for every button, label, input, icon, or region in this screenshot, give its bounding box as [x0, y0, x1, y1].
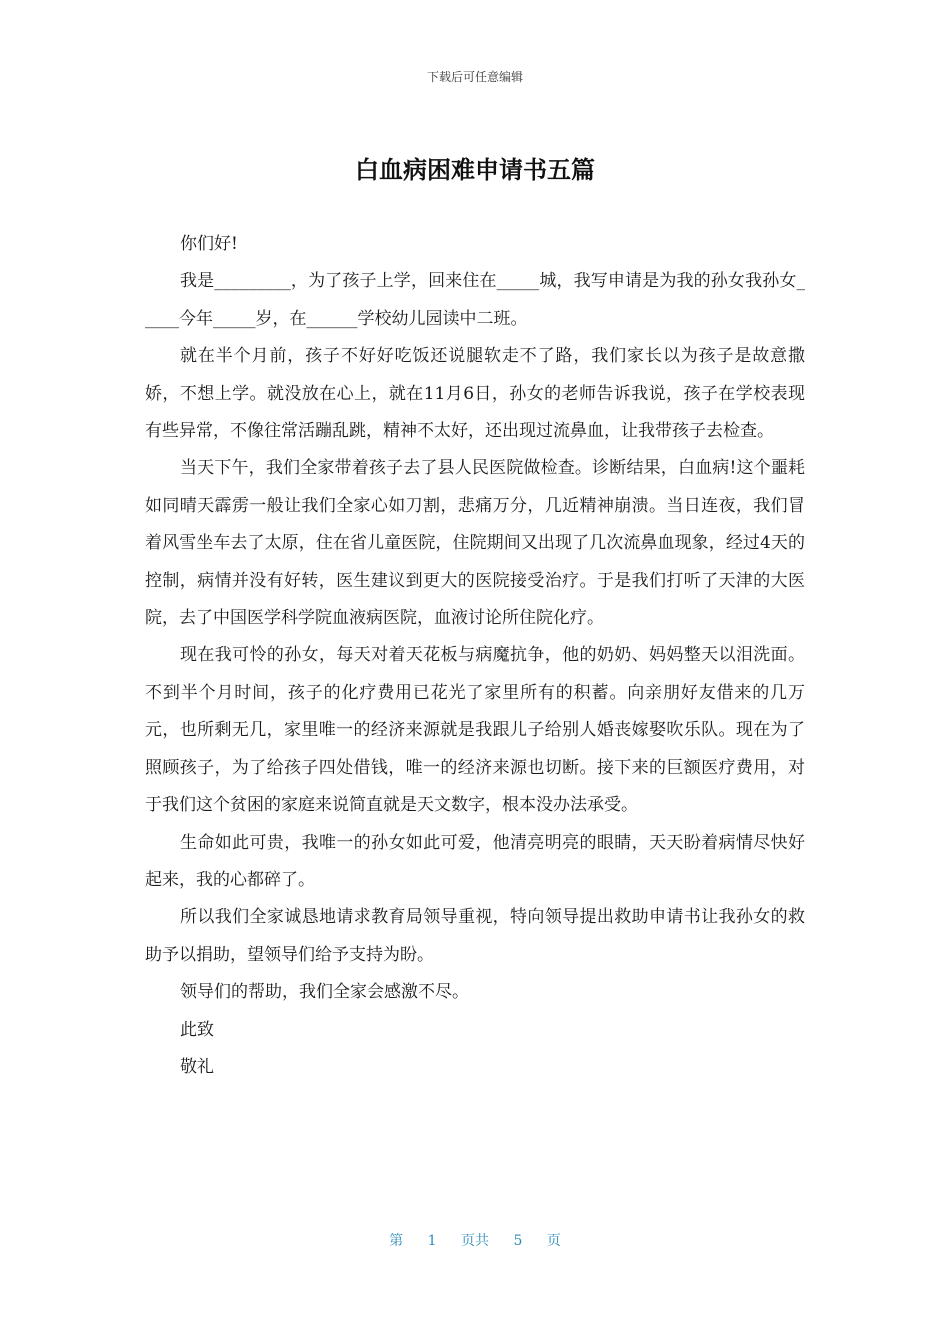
document-title: 白血病困难申请书五篇 — [355, 156, 595, 184]
paragraph-hope: 生命如此可贵，我唯一的孙女如此可爱，他清亮明亮的眼睛，天天盼着病情尽快好起来，我的心都碎了。 — [145, 832, 805, 890]
footer-prefix: 第 — [389, 1233, 404, 1249]
paragraph-thanks: 领导们的帮助，我们全家会感激不尽。 — [180, 982, 469, 1003]
closing-salutation: 此致 — [180, 1019, 214, 1040]
closing-regards: 敬礼 — [180, 1056, 214, 1077]
document-body — [145, 226, 805, 1086]
paragraph-request: 所以我们全家诚恳地请求教育局领导重视，特向领导提出救助申请书让我孙女的救助予以捐助，望领导们给予支持为盼。 — [145, 907, 805, 965]
page-number-footer — [0, 1230, 950, 1250]
paragraph-hardship: 现在我可怜的孙女，每天对着天花板与病魔抗争，他的奶奶、妈妈整天以泪洗面。不到半个月时间，孩子的化疗费用已花光了家里所有的积蓄。向亲朋好友借来的几万元，也所剩无几，家里唯一的经济来源就是我跟儿子给别人婚丧嫁娶吹乐队。现在为了照顾孩子，为了给孩子四处借钱，唯一的经济来源也切断。接下来的巨额医疗费用，对于我们这个贫困的家庭来说简直就是天文数字，根本没办法承受。 — [145, 645, 805, 816]
paragraph-diagnosis: 当天下午，我们全家带着孩子去了县人民医院做检查。诊断结果，白血病!这个噩耗如同晴天霹雳一般让我们全家心如刀割，悲痛万分，几近精神崩溃。当日连夜，我们冒着风雪坐车去了太原，住在省儿童医院，住院期间又出现了几次流鼻血现象，经过4天的控制，病情并没有好转，医生建议到更大的医院接受治疗。于是我们打听了天津的大医院，去了中国医学科学院血液病医院，血液讨论所住院化疗。 — [145, 458, 805, 629]
paragraph-intro: 我是_________，为了孩子上学，回来住在_____城，我写申请是为我的孙女我孙女_____今年_____岁，在______学校幼儿园读中二班。 — [145, 271, 805, 329]
footer-suffix: 页 — [546, 1233, 561, 1249]
footer-middle: 页共 — [461, 1233, 489, 1249]
paragraph-symptoms: 就在半个月前，孩子不好好吃饭还说腿软走不了路，我们家长以为孩子是故意撒娇，不想上学。就没放在心上，就在11月6日，孙女的老师告诉我说，孩子在学校表现有些异常，不像往常活蹦乱跳，精神不太好，还出现过流鼻血，让我带孩子去检查。 — [145, 346, 805, 442]
footer-page-number: 1 — [427, 1233, 437, 1249]
header-note: 下载后可任意编辑 — [426, 70, 523, 84]
footer-total-pages: 5 — [513, 1233, 523, 1249]
paragraph-greeting: 你们好! — [180, 234, 238, 254]
